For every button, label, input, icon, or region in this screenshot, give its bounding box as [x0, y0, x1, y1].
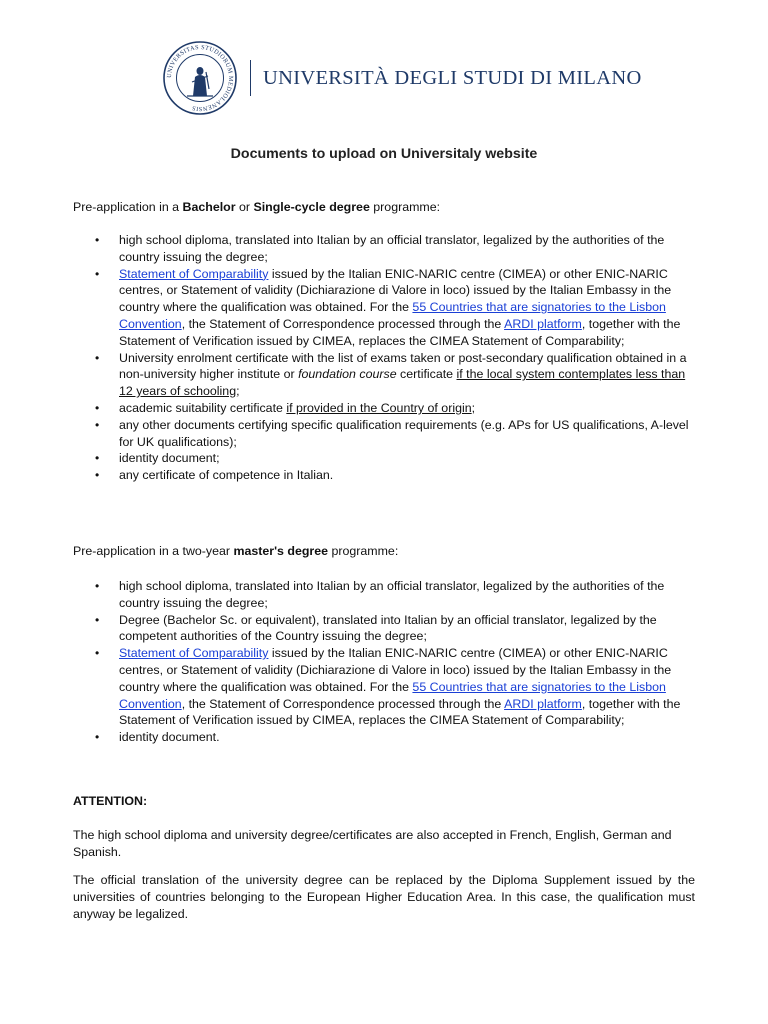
svg-text:UNIVERSITAS STUDIORUM MEDIOLAN: UNIVERSITAS STUDIORUM MEDIOLANENSIS: [165, 43, 235, 113]
attention-paragraph-diploma-supplement: The official translation of the university degree can be replaced by the Diploma Supplement issued by the universities of countries belonging to the European Higher Education Area. In this case, the qualification must anyway be legalized.: [73, 873, 695, 921]
ardi-platform-link[interactable]: ARDI platform: [504, 696, 582, 711]
list-item: • academic suitability certificate if provided in the Country of origin;: [73, 400, 700, 417]
bachelor-intro: Pre-application in a Bachelor or Single-cycle degree programme:: [73, 200, 441, 214]
list-item: • any certificate of competence in Italian.: [73, 467, 700, 484]
ardi-platform-link[interactable]: ARDI platform: [504, 316, 582, 331]
page-title: Documents to upload on Universitaly website: [230, 146, 538, 162]
list-item: • high school diploma, translated into Italian by an official translator, legalized by the authorities of the country issuing the degree;: [73, 232, 700, 266]
master-document-list: [73, 578, 700, 746]
lisbon-convention-link[interactable]: 55 Countries that are signatories to the Lisbon Convention: [119, 300, 666, 331]
list-item: • identity document.: [73, 729, 700, 746]
attention-heading: ATTENTION:: [73, 794, 148, 808]
university-header: [162, 40, 642, 116]
university-name: UNIVERSITÀ DEGLI STUDI DI MILANO: [263, 66, 642, 89]
list-item: • high school diploma, translated into Italian by an official translator, legalized by the authorities of the country issuing the degree;: [73, 578, 700, 612]
university-seal-logo: [162, 40, 238, 116]
lisbon-convention-link[interactable]: 55 Countries that are signatories to the Lisbon Convention: [119, 679, 666, 711]
master-intro: Pre-application in a two-year master's degree programme:: [73, 544, 399, 558]
statement-of-comparability-link[interactable]: Statement of Comparability: [119, 266, 269, 281]
list-item: • identity document;: [73, 450, 700, 467]
list-item: • University enrolment certificate with the list of exams taken or post-secondary qualification obtained in a non-university higher institute or foundation course certificate if the local system contemplates less than 12 years of schooling;: [73, 350, 700, 400]
list-item: • Statement of Comparability issued by the Italian ENIC-NARIC centre (CIMEA) or other ENIC-NARIC centres, or Statement of validity (Dichiarazione di Valore in loco) issued by the Italian Embassy in the country where the qualification was obtained. For the 55 Countries that are signatories to the Lisbon Convention, the Statement of Correspondence processed through the ARDI platform, together with the Statement of Verification issued by CIMEA, replaces the CIMEA Statement of Comparability;: [73, 266, 700, 350]
list-item: • any other documents certifying specific qualification requirements (e.g. APs for US qualifications, A-level for UK qualifications);: [73, 417, 700, 451]
list-item: • Statement of Comparability issued by the Italian ENIC-NARIC centre (CIMEA) or other ENIC-NARIC centres, or Statement of validity (Dichiarazione di Valore in loco) issued by the Italian Embassy in the country where the qualification was obtained. For the 55 Countries that are signatories to the Lisbon Convention, the Statement of Correspondence processed through the ARDI platform, together with the Statement of Verification issued by CIMEA, replaces the CIMEA Statement of Comparability;: [73, 645, 700, 729]
attention-paragraph-languages: The high school diploma and university degree/certificates are also accepted in French, English, German and Spanish.: [73, 828, 672, 859]
statement-of-comparability-link[interactable]: Statement of Comparability: [119, 646, 269, 661]
header-divider: [250, 60, 251, 96]
list-item: • Degree (Bachelor Sc. or equivalent), translated into Italian by an official translator, legalized by the competent authorities of the Country issuing the degree;: [73, 612, 700, 646]
bachelor-document-list: [73, 232, 700, 484]
